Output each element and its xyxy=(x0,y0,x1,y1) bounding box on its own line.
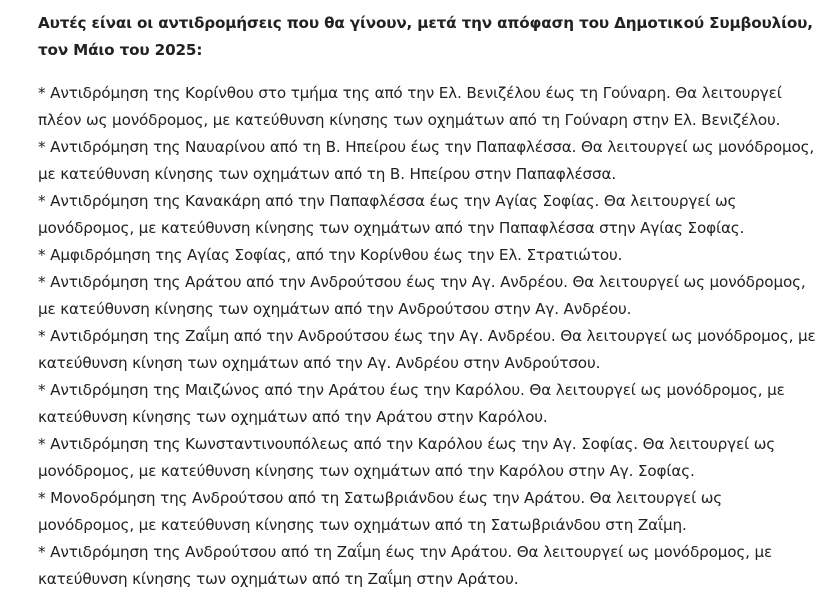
list-item: * Αντιδρόμηση της Κανακάρη από την Παπαφλέσσα έως την Αγίας Σοφίας. Θα λειτουργεί ως μονόδρομος, με κατεύθυνση κίνησης των οχημάτων από την Παπαφλέσσα στην Αγίας Σοφίας. xyxy=(38,192,745,237)
list-item: * Αντιδρόμηση της Μαιζώνος από την Αράτου έως την Καρόλου. Θα λειτουργεί ως μονόδρομος, με κατεύθυνση κίνησης των οχημάτων από την Αράτου στην Καρόλου. xyxy=(38,381,785,426)
list-item: * Αντιδρόμηση της Κωνσταντινουπόλεως από την Καρόλου έως την Αγ. Σοφίας. Θα λειτουργεί ως μονόδρομος, με κατεύθυνση κίνησης των οχημάτων από την Καρόλου στην Αγ. Σοφίας. xyxy=(38,435,776,480)
list-item: * Αμφιδρόμηση της Αγίας Σοφίας, από την Κορίνθου έως την Ελ. Στρατιώτου. xyxy=(38,246,623,264)
list-item: * Αντιδρόμηση της Ανδρούτσου από τη Ζαΐμη έως την Αράτου. Θα λειτουργεί ως μονόδρομος, με κατεύθυνση κίνησης των οχημάτων από τη Ζαΐμη στην Αράτου. xyxy=(38,543,773,588)
article-heading: Αυτές είναι οι αντιδρομήσεις που θα γίνουν, μετά την απόφαση του Δημοτικού Συμβουλίου, τον Μάιο του 2025: xyxy=(38,14,813,59)
road-change-list xyxy=(38,80,818,593)
list-item: * Αντιδρόμηση της Κορίνθου στο τμήμα της από την Ελ. Βενιζέλου έως τη Γούναρη. Θα λειτουργεί πλέον ως μονόδρομος, με κατεύθυνση κίνησης των οχημάτων από τη Γούναρη στην Ελ. Βενιζέλου. xyxy=(38,84,782,129)
list-item: * Αντιδρόμηση της Αράτου από την Ανδρούτσου έως την Αγ. Ανδρέου. Θα λειτουργεί ως μονόδρομος, με κατεύθυνση κίνησης των οχημάτων από την Ανδρούτσου στην Αγ. Ανδρέου. xyxy=(38,273,806,318)
list-item: * Αντιδρόμηση της Ζαΐμη από την Ανδρούτσου έως την Αγ. Ανδρέου. Θα λειτουργεί ως μονόδρομος, με κατεύθυνση κίνηση των οχημάτων από την Αγ. Ανδρέου στην Ανδρούτσου. xyxy=(38,327,816,372)
article-body xyxy=(38,10,818,593)
list-item: * Αντιδρόμηση της Ναυαρίνου από τη Β. Ηπείρου έως την Παπαφλέσσα. Θα λειτουργεί ως μονόδρομος, με κατεύθυνση κίνησης των οχημάτων από τη Β. Ηπείρου στην Παπαφλέσσα. xyxy=(38,138,815,183)
list-item: * Μονοδρόμηση της Ανδρούτσου από τη Σατωβριάνδου έως την Αράτου. Θα λειτουργεί ως μονόδρομος, με κατεύθυνση κίνησης των οχημάτων από τη Σατωβριάνδου στη Ζαΐμη. xyxy=(38,489,723,534)
